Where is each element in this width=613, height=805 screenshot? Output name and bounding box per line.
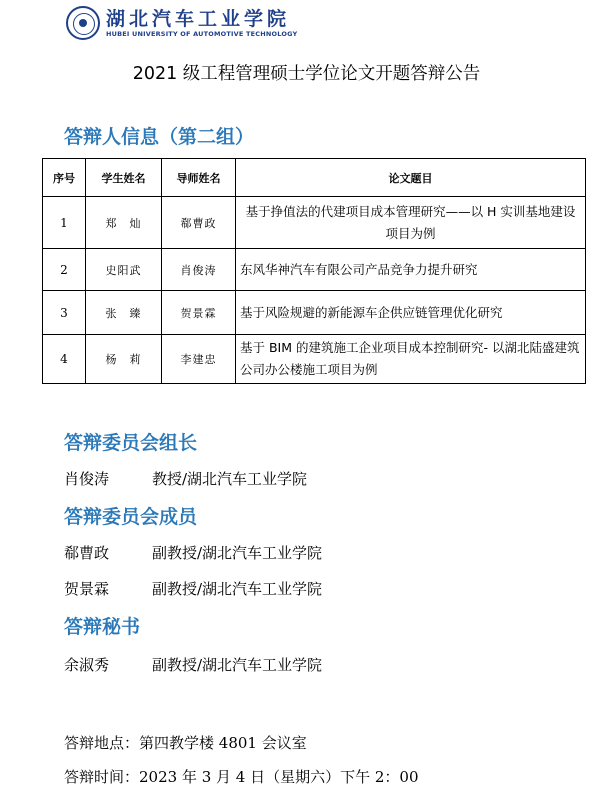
section-defender-info: 答辩人信息（第二组） (64, 126, 255, 148)
row-number: 1 (43, 197, 86, 249)
advisor-name: 李建忠 (162, 335, 236, 384)
advisor-name: 郗曹政 (162, 197, 236, 249)
leader-entry (64, 468, 307, 489)
leader-name: 肖俊涛 (64, 470, 110, 488)
thesis-title: 基于风险规避的新能源车企供应链管理优化研究 (236, 291, 586, 335)
member-entry (64, 578, 322, 599)
header-advisor: 导师姓名 (162, 159, 236, 197)
table-header-row (43, 159, 586, 197)
section-committee-leader: 答辩委员会组长 (64, 432, 198, 454)
member-title: 副教授/湖北汽车工业学院 (152, 544, 323, 562)
row-number: 4 (43, 335, 86, 384)
secretary-title: 副教授/湖北汽车工业学院 (152, 656, 323, 674)
student-name: 郑 灿 (86, 197, 162, 249)
member-title: 副教授/湖北汽车工业学院 (152, 580, 323, 598)
thesis-title: 基于挣值法的代建项目成本管理研究——以 H 实训基地建设项目为例 (236, 197, 586, 249)
table-row (43, 249, 586, 291)
logo-chinese-name: 湖北汽车工业学院 (106, 8, 291, 30)
defense-time: 答辩时间：2023 年 3 月 4 日（星期六）下午 2：00 (64, 768, 419, 786)
secretary-entry (64, 654, 322, 675)
university-logo (66, 6, 297, 40)
header-number: 序号 (43, 159, 86, 197)
advisor-name: 贺景霖 (162, 291, 236, 335)
student-name: 张 臻 (86, 291, 162, 335)
section-secretary: 答辩秘书 (64, 616, 141, 638)
leader-title: 教授/湖北汽车工业学院 (152, 470, 308, 488)
student-name: 史阳武 (86, 249, 162, 291)
thesis-title: 基于 BIM 的建筑施工企业项目成本控制研究- 以湖北陆盛建筑公司办公楼施工项目为例 (236, 335, 586, 384)
secretary-name: 余淑秀 (64, 656, 110, 674)
table-row (43, 197, 586, 249)
row-number: 2 (43, 249, 86, 291)
university-seal-icon (66, 6, 100, 40)
defense-location: 答辩地点：第四教学楼 4801 会议室 (64, 734, 307, 752)
student-name: 杨 莉 (86, 335, 162, 384)
member-name: 郗曹政 (64, 544, 110, 562)
header-thesis-title: 论文题目 (236, 159, 586, 197)
thesis-table (42, 158, 586, 384)
header-student: 学生姓名 (86, 159, 162, 197)
table-row (43, 335, 586, 384)
member-name: 贺景霖 (64, 580, 110, 598)
advisor-name: 肖俊涛 (162, 249, 236, 291)
row-number: 3 (43, 291, 86, 335)
document-title: 2021 级工程管理硕士学位论文开题答辩公告 (132, 64, 481, 84)
section-committee-members: 答辩委员会成员 (64, 506, 198, 528)
member-entry (64, 542, 322, 563)
logo-english-name: HUBEI UNIVERSITY OF AUTOMOTIVE TECHNOLOGY (106, 30, 298, 38)
thesis-title: 东风华神汽车有限公司产品竞争力提升研究 (236, 249, 586, 291)
table-row (43, 291, 586, 335)
